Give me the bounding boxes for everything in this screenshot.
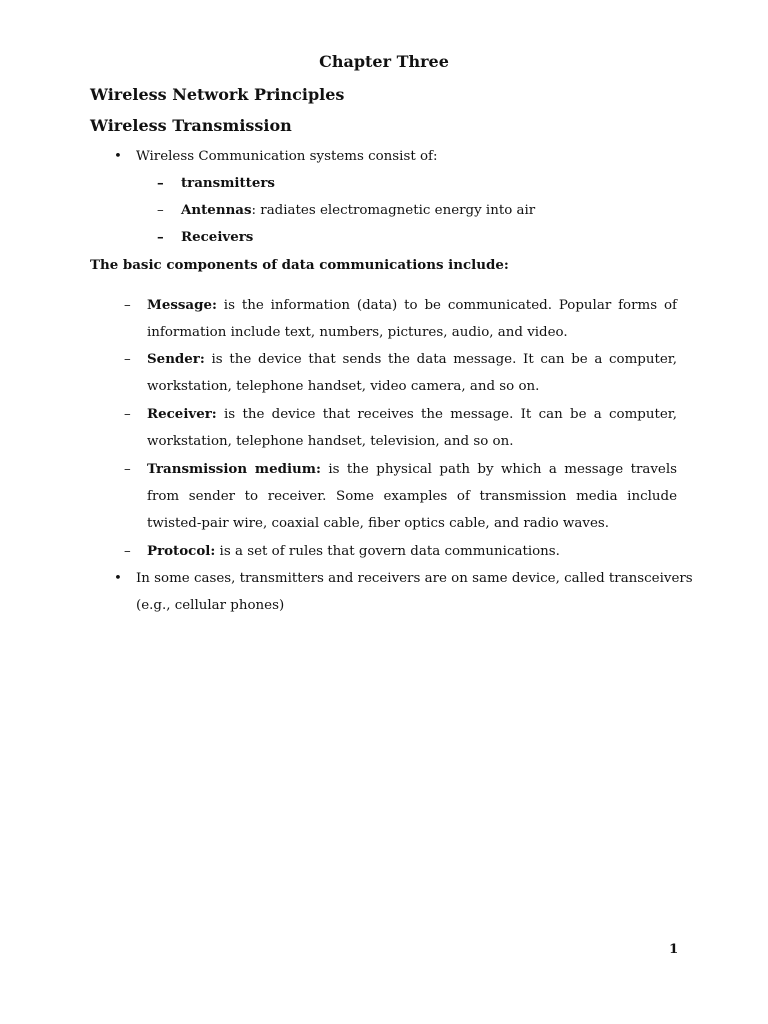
bullet-text-transceivers-example: (e.g., cellular phones) — [136, 598, 285, 613]
sub-item-dash: – — [157, 203, 164, 218]
component-text: is the information (data) to be communicated. Popular forms of information include text, numbers, pictures, audio, and video. — [147, 298, 677, 341]
component-protocol — [147, 538, 677, 565]
component-dash: – — [124, 298, 131, 313]
sub-item-label: Antennas — [181, 202, 252, 218]
sub-item-text: : radiates electromagnetic energy into air — [251, 203, 536, 218]
component-label: Protocol: — [147, 543, 216, 559]
component-label: Sender: — [147, 351, 205, 367]
component-transmission-medium — [147, 456, 677, 538]
component-dash: – — [124, 462, 131, 477]
heading-wireless-transmission: Wireless Transmission — [90, 116, 292, 135]
component-dash: – — [124, 352, 131, 367]
sub-item-antennas — [181, 197, 535, 224]
component-label: Receiver: — [147, 406, 217, 422]
bullet-text-transceivers: In some cases, transmitters and receivers are on same device, called transceivers — [136, 571, 693, 586]
components-heading: The basic components of data communications include: — [90, 257, 509, 273]
component-sender — [147, 346, 677, 400]
component-label: Message: — [147, 297, 217, 313]
component-text: is the device that receives the message. It can be a computer, workstation, telephone handset, television, and so on. — [147, 407, 677, 450]
component-receiver — [147, 401, 677, 455]
component-text: is the device that sends the data message. It can be a computer, workstation, telephone handset, video camera, and so on. — [147, 352, 677, 395]
sub-item-transmitters — [181, 170, 275, 197]
sub-item-dash: – — [157, 175, 164, 191]
sub-item-label: transmitters — [181, 175, 275, 191]
chapter-title: Chapter Three — [319, 52, 449, 71]
component-message — [147, 292, 677, 346]
sub-item-receivers — [181, 224, 253, 251]
component-dash: – — [124, 544, 131, 559]
component-label: Transmission medium: — [147, 461, 321, 477]
component-text: is the physical path by which a message travels from sender to receiver. Some examples of transmission media include twisted-pair wire, coaxial cable, fiber optics cable, and radio waves. — [147, 462, 677, 532]
bullet-marker: • — [114, 571, 122, 586]
sub-item-dash: – — [157, 229, 164, 245]
bullet-marker: • — [114, 149, 122, 164]
page-number: 1 — [669, 941, 679, 957]
bullet-text-systems: Wireless Communication systems consist of: — [136, 149, 438, 164]
sub-item-label: Receivers — [181, 229, 254, 245]
component-dash: – — [124, 407, 131, 422]
heading-wireless-network-principles: Wireless Network Principles — [90, 85, 345, 104]
component-text: is a set of rules that govern data communications. — [215, 544, 560, 559]
